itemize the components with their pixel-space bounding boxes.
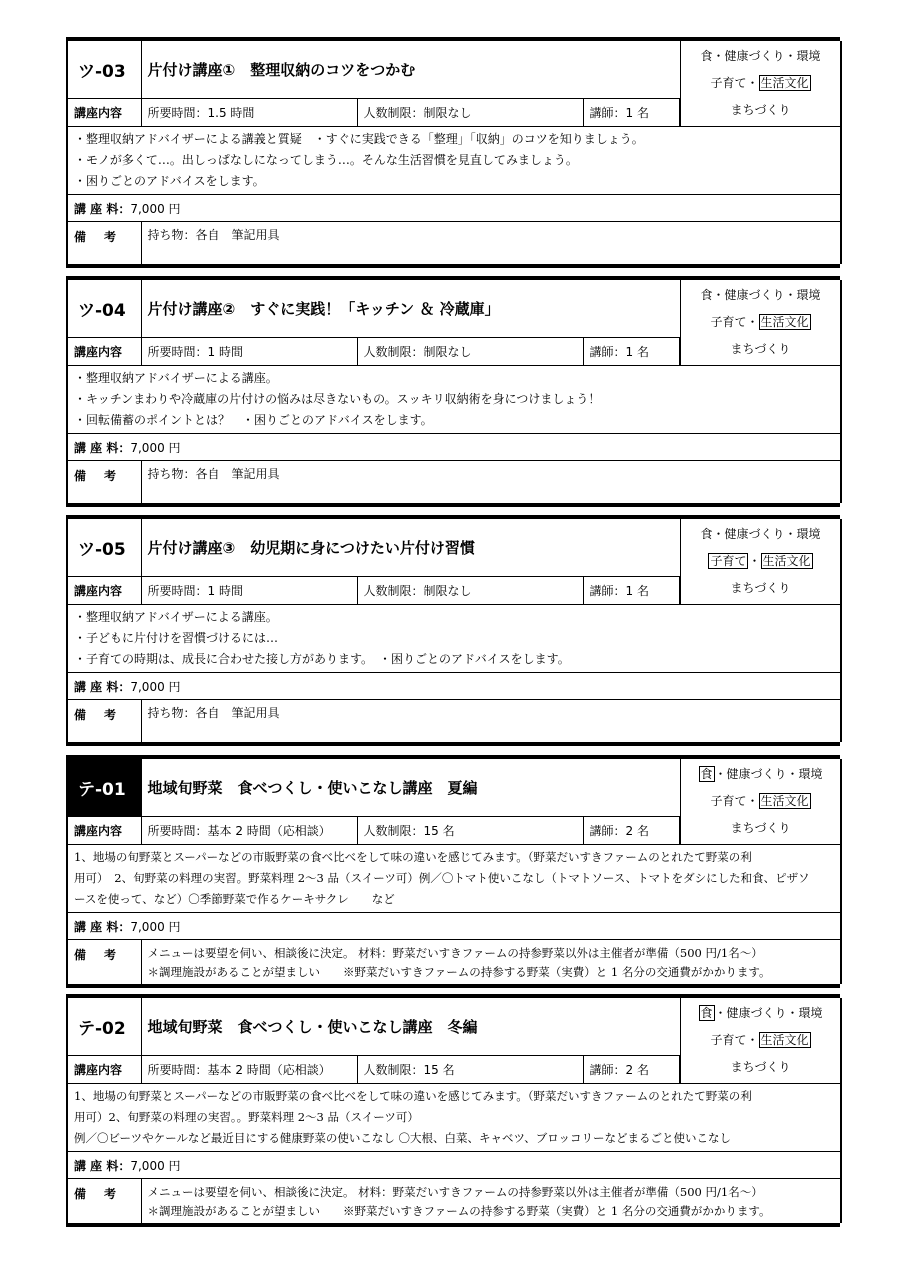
content-label: 講座内容 — [67, 1056, 141, 1084]
capacity: 人数制限：制限なし — [357, 577, 583, 605]
fee-row — [67, 673, 841, 700]
course-description — [67, 845, 841, 913]
capacity: 人数制限：制限なし — [357, 338, 583, 366]
description-line: 1、地場の旬野菜とスーパーなどの市販野菜の食べ比べをして味の違いを感じてみます。（野菜だいすきファームのとれたて野菜の利 — [74, 1089, 752, 1103]
tag-food: 食 — [700, 767, 713, 781]
description-line: 用可）2、旬野菜の料理の実習。。野菜料理 2～3 品（スイーツ可） — [74, 1110, 419, 1124]
tag-lifestyle-culture: 生活文化 — [760, 1033, 809, 1047]
note-line: ＊調理施設があることが望ましい ※野菜だいすきファームの持参する野菜（実費）と 1 名分の交通費がかかります。 — [147, 1204, 771, 1218]
course-title: 片付け講座③ 幼児期に身につけたい片付け習慣 — [141, 519, 680, 577]
tag-separator: ・ — [746, 794, 759, 808]
capacity: 人数制限：15 名 — [357, 1056, 583, 1084]
description-line: ・キッチンまわりや冷蔵庫の片付けの悩みは尽きないもの。スッキリ収納術を身につけましょう！ — [74, 392, 601, 406]
fee-row — [67, 434, 841, 461]
tag-separator: ・ — [746, 315, 759, 329]
tag-health-env: ・健康づくり・環境 — [712, 527, 821, 541]
description-line: ・整理収納アドバイザーによる講座。 — [74, 371, 278, 385]
course-card — [66, 994, 840, 1227]
tag-lifestyle-culture: 生活文化 — [762, 554, 811, 568]
fee-value: 7,000 円 — [130, 201, 181, 216]
content-label: 講座内容 — [67, 577, 141, 605]
note-content — [141, 461, 841, 503]
description-line: ・整理収納アドバイザーによる講義と質疑 ・すぐに実践できる「整理」「収納」のコツを知りましょう。 — [74, 132, 644, 146]
note-line: 持ち物：各自 筆記用具 — [147, 228, 280, 242]
description-line: 用可） 2、旬野菜の料理の実習。野菜料理 2～3 品（スイーツ可）例／〇トマト使いこなし（トマトソース、トマトをダシにした和食、ピザソ — [74, 871, 810, 885]
note-line: メニューは要望を伺い、相談後に決定。 材料：野菜だいすきファームの持参野菜以外は主催者が準備（500 円/1名～） — [147, 1185, 763, 1199]
tag-health-env: ・健康づくり・環境 — [712, 288, 821, 302]
course-code: テ-02 — [67, 998, 141, 1056]
fee-value: 7,000 円 — [130, 679, 181, 694]
course-description — [67, 1084, 841, 1152]
fee-row — [67, 195, 841, 222]
note-label: 備考 — [67, 461, 141, 503]
teachers: 講師：1 名 — [583, 338, 680, 366]
content-label: 講座内容 — [67, 817, 141, 845]
note-label: 備考 — [67, 700, 141, 742]
tag-community: まちづくり — [730, 342, 791, 356]
course-code: テ-01 — [67, 759, 141, 817]
note-label: 備考 — [67, 1179, 141, 1223]
category-tags — [680, 759, 841, 845]
course-card — [66, 37, 840, 268]
note-line: ＊調理施設があることが望ましい ※野菜だいすきファームの持参する野菜（実費）と 1 名分の交通費がかかります。 — [147, 965, 771, 979]
fee-label: 講 座 料： — [74, 1158, 131, 1173]
note-content — [141, 940, 841, 984]
course-title: 地域旬野菜 食べつくし・使いこなし講座 夏編 — [141, 759, 680, 817]
duration: 所要時間：1.5 時間 — [141, 99, 357, 127]
tag-food: 食 — [700, 1006, 713, 1020]
description-line: ・モノが多くて…。出しっぱなしになってしまう…。そんな生活習慣を見直してみましょう。 — [74, 153, 578, 167]
duration: 所要時間：基本 2 時間（応相談） — [141, 817, 357, 845]
tag-separator: ・ — [748, 554, 761, 568]
tag-childcare: 子育て — [710, 794, 747, 808]
teachers: 講師：2 名 — [583, 1056, 680, 1084]
category-tags — [680, 280, 841, 366]
tag-food: 食 — [700, 288, 713, 302]
course-title: 地域旬野菜 食べつくし・使いこなし講座 冬編 — [141, 998, 680, 1056]
tag-lifestyle-culture: 生活文化 — [760, 794, 809, 808]
course-description — [67, 366, 841, 434]
tag-health-env: ・健康づくり・環境 — [712, 49, 821, 63]
capacity: 人数制限：15 名 — [357, 817, 583, 845]
note-line: 持ち物：各自 筆記用具 — [147, 706, 280, 720]
course-code: ツ-05 — [67, 519, 141, 577]
teachers: 講師：1 名 — [583, 577, 680, 605]
tag-childcare: 子育て — [710, 315, 747, 329]
tag-health-env: ・健康づくり・環境 — [714, 1006, 823, 1020]
course-description — [67, 605, 841, 673]
tag-childcare: 子育て — [710, 1033, 747, 1047]
course-card — [66, 515, 840, 746]
course-code: ツ-04 — [67, 280, 141, 338]
tag-childcare: 子育て — [710, 554, 747, 568]
duration: 所要時間：基本 2 時間（応相談） — [141, 1056, 357, 1084]
course-card — [66, 276, 840, 507]
teachers: 講師：1 名 — [583, 99, 680, 127]
fee-value: 7,000 円 — [130, 440, 181, 455]
fee-label: 講 座 料： — [74, 440, 131, 455]
note-line: 持ち物：各自 筆記用具 — [147, 467, 280, 481]
content-label: 講座内容 — [67, 338, 141, 366]
description-line: ・子育ての時期は、成長に合わせた接し方があります。 ・困りごとのアドバイスをします。 — [74, 652, 570, 666]
description-line: ・困りごとのアドバイスをします。 — [74, 174, 265, 188]
tag-health-env: ・健康づくり・環境 — [714, 767, 823, 781]
note-label: 備考 — [67, 222, 141, 264]
description-line: ・回転備蓄のポイントとは？ ・困りごとのアドバイスをします。 — [74, 413, 433, 427]
description-line: ースを使って、など）〇季節野菜で作るケーキサクレ など — [74, 892, 395, 906]
tag-community: まちづくり — [730, 581, 791, 595]
content-label: 講座内容 — [67, 99, 141, 127]
tag-lifestyle-culture: 生活文化 — [760, 76, 809, 90]
note-label: 備考 — [67, 940, 141, 984]
tag-lifestyle-culture: 生活文化 — [760, 315, 809, 329]
tag-community: まちづくり — [730, 821, 791, 835]
category-tags — [680, 41, 841, 127]
tag-separator: ・ — [746, 76, 759, 90]
fee-row — [67, 913, 841, 940]
teachers: 講師：2 名 — [583, 817, 680, 845]
duration: 所要時間：1 時間 — [141, 577, 357, 605]
course-description — [67, 127, 841, 195]
description-line: ・子どもに片付けを習慣づけるには… — [74, 631, 279, 645]
fee-label: 講 座 料： — [74, 201, 131, 216]
fee-label: 講 座 料： — [74, 679, 131, 694]
note-line: メニューは要望を伺い、相談後に決定。 材料：野菜だいすきファームの持参野菜以外は主催者が準備（500 円/1名～） — [147, 946, 763, 960]
description-line: 例／〇ビーツやケールなど最近目にする健康野菜の使いこなし 〇大根、白菜、キャベツ、ブロッコリーなどまるごと使いこなし — [74, 1131, 731, 1145]
note-content — [141, 700, 841, 742]
note-content — [141, 1179, 841, 1223]
course-title: 片付け講座① 整理収納のコツをつかむ — [141, 41, 680, 99]
capacity: 人数制限：制限なし — [357, 99, 583, 127]
tag-community: まちづくり — [730, 1060, 791, 1074]
tag-separator: ・ — [746, 1033, 759, 1047]
description-line: ・整理収納アドバイザーによる講座。 — [74, 610, 278, 624]
category-tags — [680, 519, 841, 605]
fee-value: 7,000 円 — [130, 1158, 181, 1173]
fee-value: 7,000 円 — [130, 919, 181, 934]
tag-food: 食 — [700, 49, 713, 63]
fee-label: 講 座 料： — [74, 919, 131, 934]
description-line: 1、地場の旬野菜とスーパーなどの市販野菜の食べ比べをして味の違いを感じてみます。（野菜だいすきファームのとれたて野菜の利 — [74, 850, 752, 864]
tag-childcare: 子育て — [710, 76, 747, 90]
tag-food: 食 — [700, 527, 713, 541]
course-title: 片付け講座② すぐに実践！「キッチン ＆ 冷蔵庫」 — [141, 280, 680, 338]
course-card — [66, 755, 840, 988]
course-code: ツ-03 — [67, 41, 141, 99]
fee-row — [67, 1152, 841, 1179]
note-content — [141, 222, 841, 264]
duration: 所要時間：1 時間 — [141, 338, 357, 366]
category-tags — [680, 998, 841, 1084]
tag-community: まちづくり — [730, 103, 791, 117]
